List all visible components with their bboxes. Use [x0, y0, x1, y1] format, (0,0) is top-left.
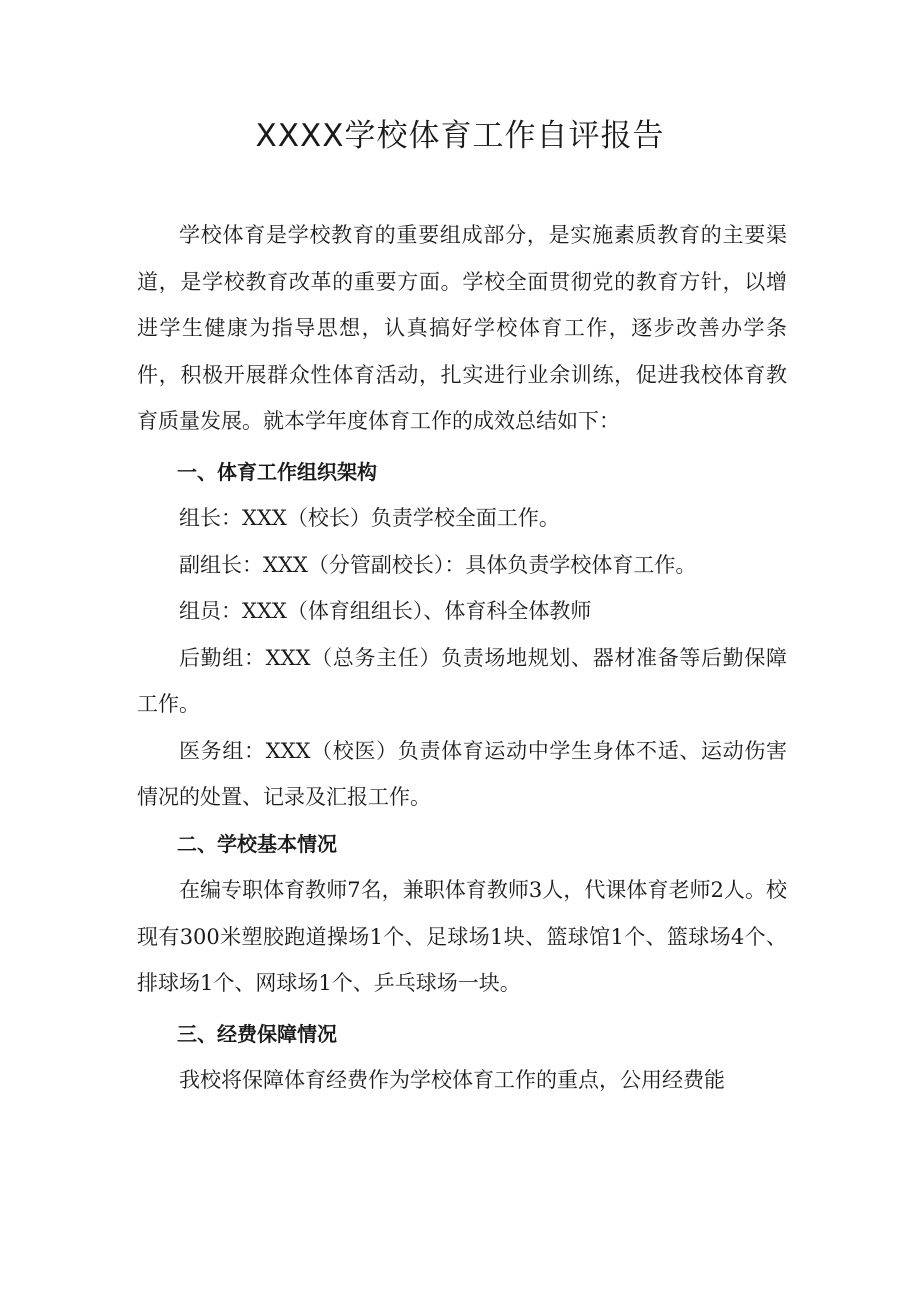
intro-paragraph: 学校体育是学校教育的重要组成部分，是实施素质教育的主要渠道，是学校教育改革的重要方面。学校全面贯彻党的教育方针，以增进学生健康为指导思想，认真搞好学校体育工作，逐步改善办学条件，积极开展群众性体育活动，扎实进行业余训练，促进我校体育教育质量发展。就本学年度体育工作的成效总结如下： [137, 223, 787, 433]
org-deputy-leader: 副组长：XXX（分管副校长）：具体负责学校体育工作。 [179, 552, 697, 577]
document-body [137, 212, 787, 1104]
org-medical: 医务组：XXX（校医）负责体育运动中学生身体不适、运动伤害情况的处置、记录及汇报工作。 [137, 738, 787, 809]
org-logistics: 后勤组：XXX（总务主任）负责场地规划、器材准备等后勤保障工作。 [137, 645, 787, 716]
section-heading-basic-info: 二、学校基本情况 [177, 831, 337, 856]
basic-info-paragraph: 在编专职体育教师7名，兼职体育教师3人，代课体育老师2人。校现有300米塑胶跑道操场1个、足球场1块、篮球馆1个、篮球场4个、排球场1个、网球场1个、乒乓球场一块。 [137, 878, 787, 995]
section-heading-organization: 一、体育工作组织架构 [177, 459, 377, 484]
org-leader: 组长：XXX（校长）负责学校全面工作。 [179, 506, 560, 530]
section-heading-funding: 三、经费保障情况 [177, 1021, 337, 1046]
document-title: XXXX学校体育工作自评报告 [255, 118, 665, 154]
funding-paragraph: 我校将保障体育经费作为学校体育工作的重点，公用经费能 [179, 1068, 725, 1092]
org-members: 组员：XXX（体育组组长）、体育科全体教师 [179, 599, 592, 623]
